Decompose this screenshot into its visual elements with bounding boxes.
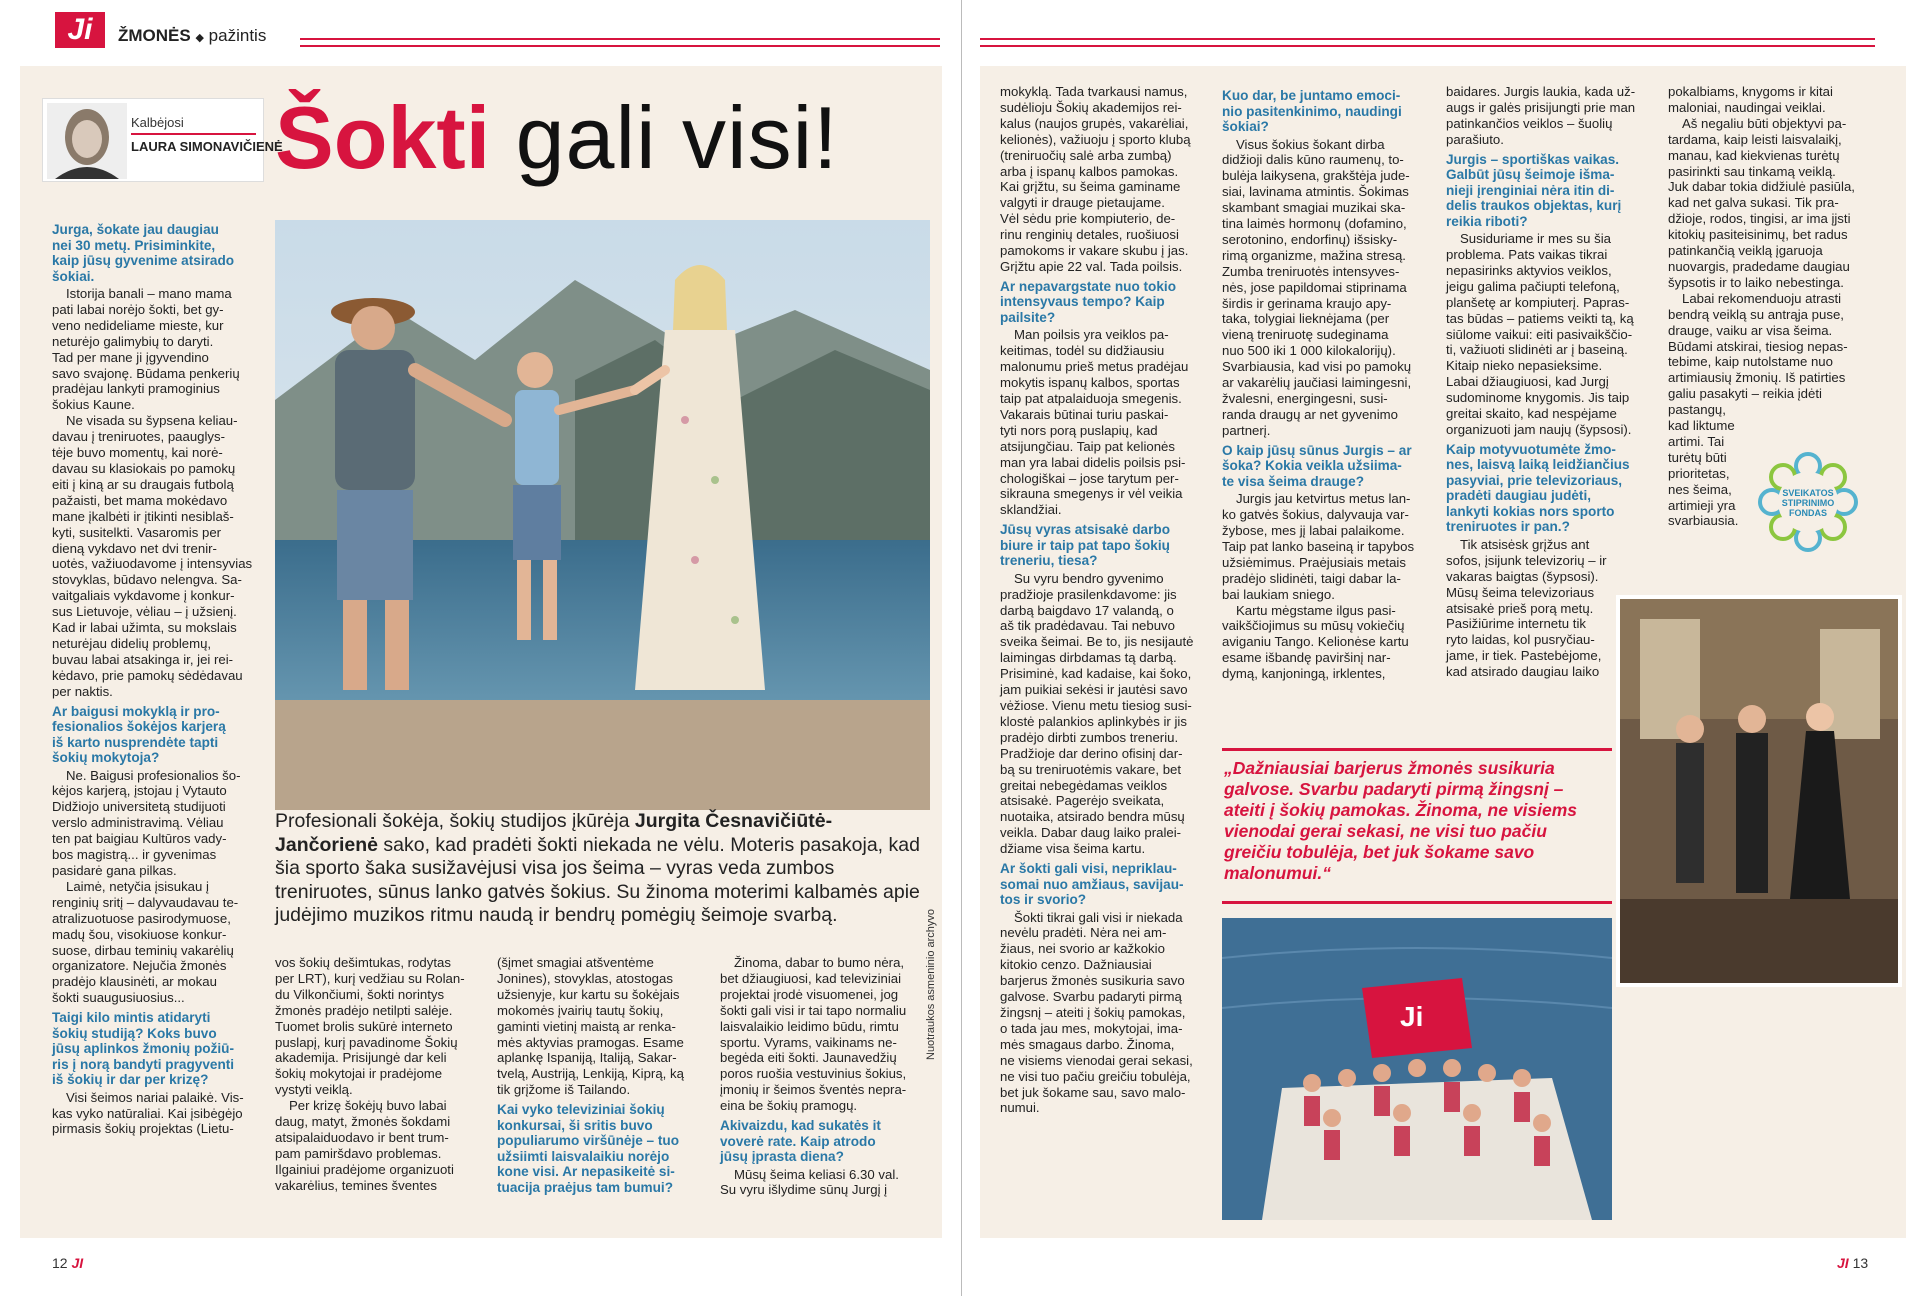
answer-paragraph: Laimė, netyčia įsisukau į renginių sritį – dalyvaudavau te- atralizuotuose pasirodymuose, madų šou, visokiuose konkur- suose, dirbau teminių vakarėlių organizatore. Nejučia žmonės pradėjo klausinėti, ar mokau šokti suaugusiuosius... xyxy=(52,878,239,1006)
question-1: Jurga, šokate jau daugiau nei 30 metų. Prisiminkite, kaip jūsų gyvenime atsirado šokiai. xyxy=(52,222,235,284)
dance-couple-photo xyxy=(1616,595,1902,987)
boat-group-photo xyxy=(1222,918,1612,1220)
answer-paragraph: Žinoma, dabar to bumo nėra, bet džiaugiuosi, kad televiziniai projektai įrodė visuomenei, jog šokti gali visi ir tai tapo normaliu laisvalaikio leidimo būdu, rimtu sportu. Vyrams, vaikinams ne- begėda eiti šokti. Jaunavedžių poros ruošia vestuvinius šokius, įmonių ir šeimos šventės nepra- eina be šokių pramogų. xyxy=(720,955,907,1114)
column-6 xyxy=(1222,84,1422,682)
answer-paragraph: Per krizę šokėjų buvo labai daug, matyt, žmonės šokdami atsipalaiduodavo ir bent trum- pam pamiršdavo problemas. Ilgainiui pradėjome organizuoti vakarėlius, temines šventes xyxy=(275,1098,454,1193)
folio-right: JI 13 xyxy=(1837,1255,1869,1271)
photo-credit: Nuotraukos asmeninio archyvo xyxy=(925,908,937,1060)
author-label: Kalbėjosi xyxy=(131,115,184,130)
question-3: Taigi kilo mintis atidaryti šokių studiją? Koks buvo jūsų aplinkos žmonių požiū- ris į norą bandyti pragyventi iš šokių ir dar per krizę? xyxy=(52,1010,235,1088)
page-gutter xyxy=(961,0,962,1296)
column-3 xyxy=(497,955,702,1197)
question-motivate: Kaip motyvuotumėte žmo- nes, laisvą laiką leidžiančius pasyviai, prie televizoriaus, pradėti daugiau judėti, lankyti kokias nors sporto treniruotes ir pan.? xyxy=(1446,441,1630,535)
answer-paragraph: Aš negaliu būti objektyvi pa- tardama, kaip leisti laisvalaikį, manau, kad kiekvienas turėtų pasirinkti sau tinkamą veiklą. Juk dabar tokia didžiulė pasiūla, kad net galva sukasi. Tik pra- džioje, rodos, tingisi, ar ima įjsti kitokių pasiteisinimų, bet radus patinkančią veiklą įgaruoja nuovargis, pradedame daugiau šypsotis ir to laiko nebestinga. xyxy=(1668,115,1855,290)
answer-paragraph: Istorija banali – mano mama pati labai norėjo šokti, bet gy- veno nedideliame mieste, kur neturėjo galimybių to daryti. Tad per mane ji įgyvendino savo svajonę. Būdama penkerių pradėjau lankyti pramoginius šokius Kaune. xyxy=(52,286,240,413)
author-box xyxy=(42,98,283,182)
answer-paragraph: Susiduriame ir mes su šia problema. Pats vaikas tikrai nepasirinks aktyvios veiklos, jeigu galima pačiupti telefoną, planšetę ar kompiuterį. Papras- tas būdas – patiems veikti tą, ką siūlome vaikui: eiti pasivaikščio- ti, važiuoti slidinėti ar į baseiną. Kitaip nieko nepasieksime. Labai džiaugiuosi, kad Jurgį sudominome knygomis. Jis taip greitai skaito, kad nespėjame organizuoti jam naujų (šypsosi). xyxy=(1446,231,1634,437)
answer-paragraph: Šokti tikrai gali visi ir niekada nevėlu pradėti. Nėra nei am- žiaus, nei svorio ar kažkokio kitokio cenzo. Dažniausiai barjerus žmonės susikuria savo galvose. Svarbu padaryti pirmą žingsnį – ateiti į šokių pamokas, o tada jau mes, mokytojai, ima- mės smagaus darbo. Žinoma, ne visiems vienodai gerai sekasi, ne visi tuo pačiu greičiu tobulėja, bet juk šokame sau, savo malo- numui. xyxy=(1000,909,1193,1116)
answer-paragraph: Ne. Baigusi profesionalios šo- kėjos karjerą, įstojau į Vytauto Didžiojo universitetą studijuoti verslo administravimą. Vėliau ten pat baigiau Kultūros vady- bos magistrą... ir gyvenimas pasidarė gana pilkas. xyxy=(52,767,241,878)
answer-paragraph: Jurgis jau ketvirtus metus lan- ko gatvės šokius, dalyvauja var- žybose, mes jį labai palaikome. Taip pat lanko baseiną ir tapybos užsiėmimus. Praėjusiais metais pradėjo slidinėti, taigi dabar la- bai laukiam sniego. xyxy=(1222,491,1415,602)
folio-left: 12 JI xyxy=(52,1255,84,1271)
answer-paragraph: Labai rekomenduoju atrasti bendrą veiklą su antrąja puse, drauge, vaiku ar visa šeima. Būdami atskirai, tiesiog nepas- tebime, kaip nutolstame nuo artimiausių žmonių. Iš patirties galiu pasakyti – reikia įdėti pastangų, xyxy=(1668,290,1848,418)
answer-paragraph: Tik atsisėsk grįžus ant sofos, įsijunk televizorių – ir vakaras baigtas (šypsosi). Mūsų šeima televizoriaus atsisakė prieš porą metų. Pasižiūrime internetu tik ryto laidas, kol pusryčiau- jame, ir tiek. Pastebėjome, kad atsirado daugiau laiko xyxy=(1446,536,1607,680)
lead-paragraph: Profesionali šokėja, šokių studijos įkūrėja Jurgita Česnavičiūtė-Jančorienė sako, kad pradėti šokti niekada ne vėlu. Moteris pasakoja, kad šia sporto šaka susižavėjusi visa jos šeima – vyras veda zumbos treniruotes, sūnus lanko gatvės šokius. Su žinoma moterimi kalbamės apie judėjimo muzikos ritmu naudą ir bendrų pomėgių šeimoje svarbą. xyxy=(275,810,920,926)
answer-paragraph: Mūsų šeima keliasi 6.30 val. Su vyru išlydime sūnų Jurgį į xyxy=(720,1166,899,1198)
question-2: Ar baigusi mokyklą ir pro- fesionalios šokėjos karjerą iš karto nusprendėte tapti šokių mokytoja? xyxy=(52,703,226,766)
badge-line: SVEIKATOS xyxy=(1782,488,1834,498)
continued-text: baidares. Jurgis laukia, kada už- augs ir galės prisijungti prie man patinkančios veiklos – šuolių parašiuto. xyxy=(1446,84,1636,147)
answer-paragraph: Man poilsis yra veiklos pa- keitimas, todėl su didžiausiu malonumu prieš metus pradėjau mokytis ispanų kalbos, sportas taip pat atpalaiduoja smegenis. Vakarais būtinai turiu paskai- tyti nors porą puslapių, kad atsijungčiau. Taip pat kelionės man yra labai didelis poilsis psi- chologiškai – jose tarytum per- sikrauna smegenys ir vėl veikia sklandžiai. xyxy=(1000,327,1189,518)
column-1 xyxy=(52,218,257,1137)
column-2 xyxy=(275,955,480,1194)
answer-paragraph: Visus šokius šokant dirba didžioji dalis kūno raumenų, to- bulėja laikysena, grakštėja jude- siai, lavinama atmintis. Šokimas skambant smagiai muzikai ska- tina laimės hormonų (dofamino, serotonino, endorfinų) išsisky- rimą organizme, mažina stresą. Zumba treniruotės intensyves- nės, jose papildomai stiprinama širdis ir gerinama kraujo apy- taka, tolygiai lieknėjama (per vieną treniruotę sudeginama nuo 500 iki 1 000 kilokalorijų). Svarbiausia, kad visi po pamokų ar vakarėlių jaučiasi laimingesni, žvalesni, energingesni, susi- randa draugų ar net gyvenimo partnerį. xyxy=(1222,136,1412,438)
article-title: Šokti gali visi! xyxy=(275,88,839,187)
answer-paragraph: Visi šeimos nariai palaikė. Vis- kas vyko natūraliai. Kai įsibėgėjo pirmasis šokių projektas (Lietu- xyxy=(52,1089,244,1137)
question-husband: Jūsų vyras atsisakė darbo biure ir taip pat tapo šokių treneriu, tiesa? xyxy=(1000,522,1171,569)
answer-paragraph: Kartu mėgstame ilgus pasi- vaikščiojimus su mūsų vokiečių aviganiu Tango. Kelionėse kartu esame išbandę paviršinį nar- dymą, kanjoningą, irklentes, xyxy=(1222,602,1409,682)
author-portrait xyxy=(47,103,127,179)
author-name: LAURA SIMONAVIČIENĖ xyxy=(131,139,283,154)
author-divider xyxy=(131,133,256,135)
question-everyone: Ar šokti gali visi, nepriklau- somai nuo amžiaus, savijau- tos ir svorio? xyxy=(1000,861,1184,908)
question-tired: Ar nepavargstate nuo tokio intensyvaus tempo? Kaip pailsite? xyxy=(1000,278,1176,325)
question-devices: Jurgis – sportiškas vaikas. Galbūt jūsų šeimoje išma- nieji įrenginiai nėra itin di- delis traukos objektas, kurį reikia riboti? xyxy=(1446,151,1622,229)
header-rule-left xyxy=(300,38,940,47)
magazine-logo: Ji xyxy=(55,12,105,48)
question-tv: Kai vyko televiziniai šokių konkursai, ši sritis buvo populiarumo viršūnėje – tuo užsiimti laisvalaikiu norėjo kone visi. Ar nepasikeitė si- tuacija praėjus tam bumui? xyxy=(497,1102,680,1195)
question-day: Akivaizdu, kad sukatės it voverė rate. Kaip atrodo jūsų įprasta diena? xyxy=(720,1118,881,1165)
column-4 xyxy=(720,955,925,1198)
question-benefits: Kuo dar, be juntamo emoci- nio pasitenkinimo, naudingi šokiai? xyxy=(1222,88,1402,134)
header-rule-right xyxy=(980,38,1875,47)
badge-line: FONDAS xyxy=(1789,508,1827,518)
continued-text: vos šokių dešimtukas, rodytas per LRT), kurį vedžiau su Rolan- du Vilkončiumi, šokti norintys žmonės pradėjo netilpti salėje. Tuomet brolis sukūrė interneto puslapį, kurį pavadinome Šokių akademija. Prisijungė dar keli šokių mokytojai ir pradėjome vystyti veiklą. xyxy=(275,955,465,1098)
question-son: O kaip jūsų sūnus Jurgis – ar šoka? Kokia veikla užsiima- te visa šeima drauge? xyxy=(1222,442,1412,489)
continued-text: (šįmet smagiai atšventėme Jonines), stovyklas, atostogas užsienyje, kur kartu su šokėjais mokomės įvairių tautų šokių, gaminti vietinį maistą ar renka- mės aktyvias pramogas. Esame aplankę Ispaniją, Italiją, Sakar- tvelą, Austriją, Lenkiją, Kiprą, ką tik grįžome iš Tailando. xyxy=(497,955,684,1098)
continued-text: kad liktume artimi. Tai turėtų būti prioritetas, nes šeima, artimieji yra svarbiausia. xyxy=(1668,418,1739,529)
answer-paragraph: Su vyru bendro gyvenimo pradžioje prasilenkdavome: jis darbą baigdavo 17 valandą, o aš tik pradėdavau. Tai nebuvo sveika šeimai. Be to, jis nesijautė laimingas dirbdamas tą darbą. Prisiminė, kad kadaise, kai šoko, jam puikiai sekėsi ir jautėsi savo vėžiose. Vienu metu tiesiog susi- klostė palankios aplinkybės ir jis pradėjo dirbti zumbos treneriu. Pradžioje dar derino ofisinį dar- bą su treniruotėmis vakare, bet greitai nebegėdamas veiklos atsisakė. Pagerėjo sveikata, nuotaika, atsirado bendra mūsų veikla. Dabar daug laiko pralei- džiame visa šeima kartu. xyxy=(1000,570,1194,857)
pull-quote: „Dažniausiai barjerus žmonės susikuria galvose. Svarbu padaryti pirmą žingsnį – ateiti į šokių pamokas. Žinoma, ne visiems vienodai gerai sekasi, ne visi tuo pačiu greičiu tobulėja, bet juk šokame savo malonumui.“ xyxy=(1224,758,1578,883)
family-photo xyxy=(275,220,930,810)
section-label: ŽMONĖS ◆ pažintis xyxy=(118,26,267,45)
badge-line: STIPRINIMO xyxy=(1781,498,1835,508)
continued-text: pokalbiams, knygoms ir kitai maloniai, naudingai veiklai. xyxy=(1668,84,1833,115)
health-fund-badge xyxy=(1758,452,1858,552)
answer-paragraph: Ne visada su šypsena keliau- davau į treniruotes, paauglys- tėje buvo momentų, kai norė- davau su klasiokais po pamokų eiti į kiną ar su draugais futbolą pažaisti, bet mama mokėdavo mane įkalbėti ir įtikinti nesiblaš- kyti, susitelkti. Vasaromis per dieną vykdavo net dvi trenir- uotės, važiuodavome į intensyvias stovyklas, būdavo nelengva. Sa- vaitgaliais vykdavome į konkur- sus Lietuvoje, vėliau – į užsienį. Kad ir labai užimta, su mokslais neturėjau didelių problemų, buvau labai atsakinga ir, jei rei- kėdavo, prie pamokų sėdėdavau per naktis. xyxy=(52,413,253,699)
column-5 xyxy=(1000,84,1200,1116)
continued-text: mokyklą. Tada tvarkausi namus, sudėlioju Šokių akademijos rei- kalus (naujos grupės, vakarėliai, kelionės), važiuoju į sporto klubą (treniruočių salė arba zumbą) arba į ispanų kalbos pamokas. Kai grįžtu, su šeima gaminame valgyti ir drauge pietaujame. Vėl sėdu prie kompiuterio, de- rinu renginių detales, ruošiuosi pamokoms ir vakare skubu į jas. Grįžtu apie 22 val. Tada poilsis. xyxy=(1000,84,1191,274)
svg-text:Ji: Ji xyxy=(1400,1001,1424,1032)
column-7 xyxy=(1446,84,1646,680)
